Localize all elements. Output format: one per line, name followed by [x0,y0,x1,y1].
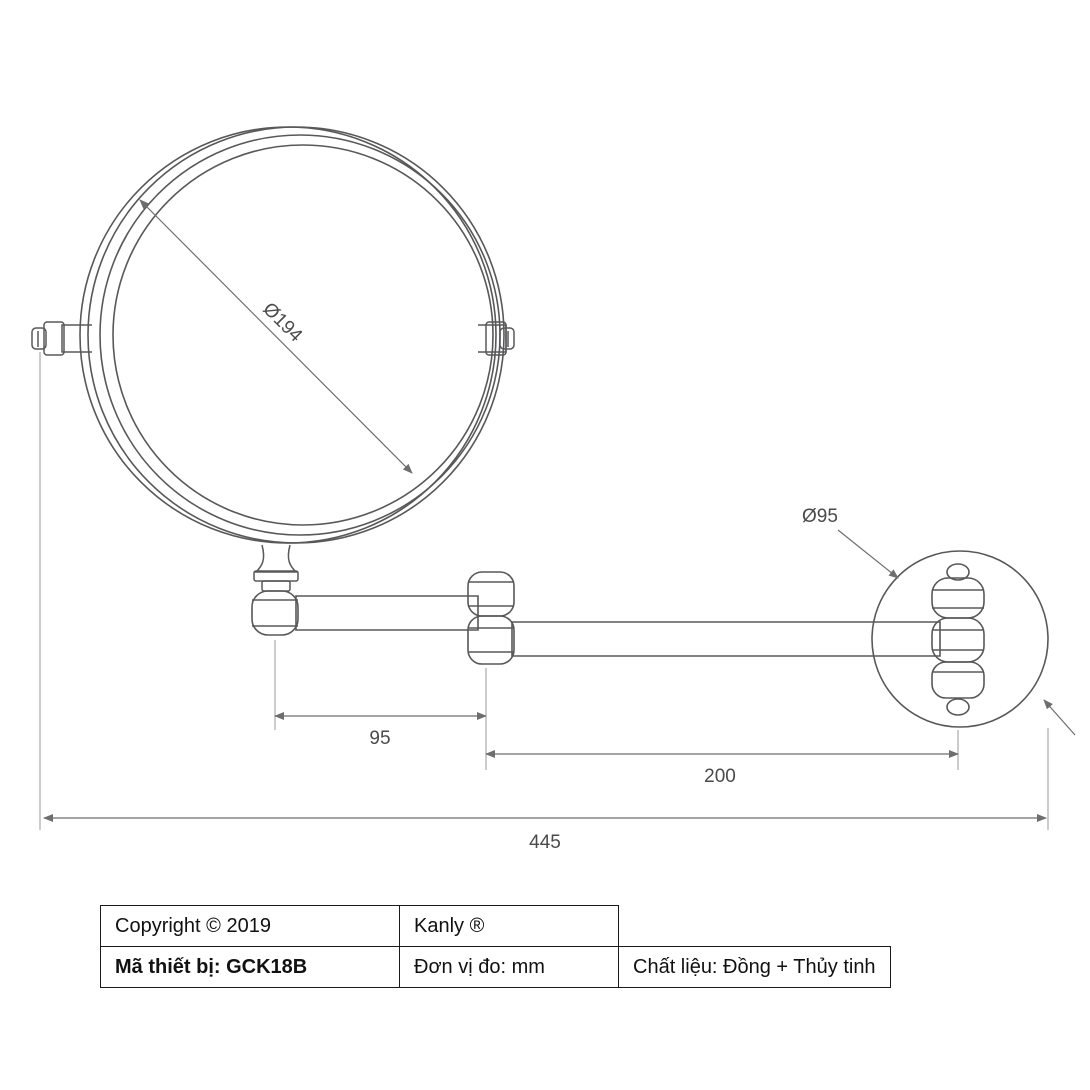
arm-joint-2b [468,616,514,664]
mirror-glass [113,145,493,525]
dimension-445 [44,818,1046,853]
arm-tube-2 [512,622,940,656]
plate-knuckle-bottom [932,662,984,698]
dimension-95 [275,716,486,749]
mirror-pivot-left [32,322,92,355]
arm-tube-1 [296,596,478,630]
title-block [100,905,891,988]
dim-label-95: 95 [369,728,391,749]
extension-lines [40,352,1048,830]
titleblock-copyright: Copyright © 2019 [101,906,400,947]
dim-label-plate-diameter: Ø95 [802,506,838,527]
mirror-head [32,127,514,591]
title-block-row-bottom [101,947,891,988]
dim-label-445: 445 [529,832,561,853]
wall-plate [872,551,1048,727]
dim-label-mirror-diameter: Ø194 [258,298,307,347]
title-block-row-top [101,906,891,947]
screw-hole-bottom [947,699,969,715]
arm-joint-1 [252,591,298,635]
titleblock-device-code: Mã thiết bị: GCK18B [101,947,400,988]
arm-joint-2a [468,572,514,616]
titleblock-unit: Đơn vị đo: mm [400,947,619,988]
dim-label-200: 200 [704,766,736,787]
titleblock-brand: Kanly ® [400,906,619,947]
lower-arm [512,622,940,656]
plate-knuckle-top [932,578,984,618]
titleblock-material: Chất liệu: Đồng + Thủy tinh [619,947,891,988]
upper-arm [252,572,514,664]
mirror-neck [254,545,298,591]
dimension-mirror-diameter [140,200,412,473]
dimension-200 [486,754,958,787]
